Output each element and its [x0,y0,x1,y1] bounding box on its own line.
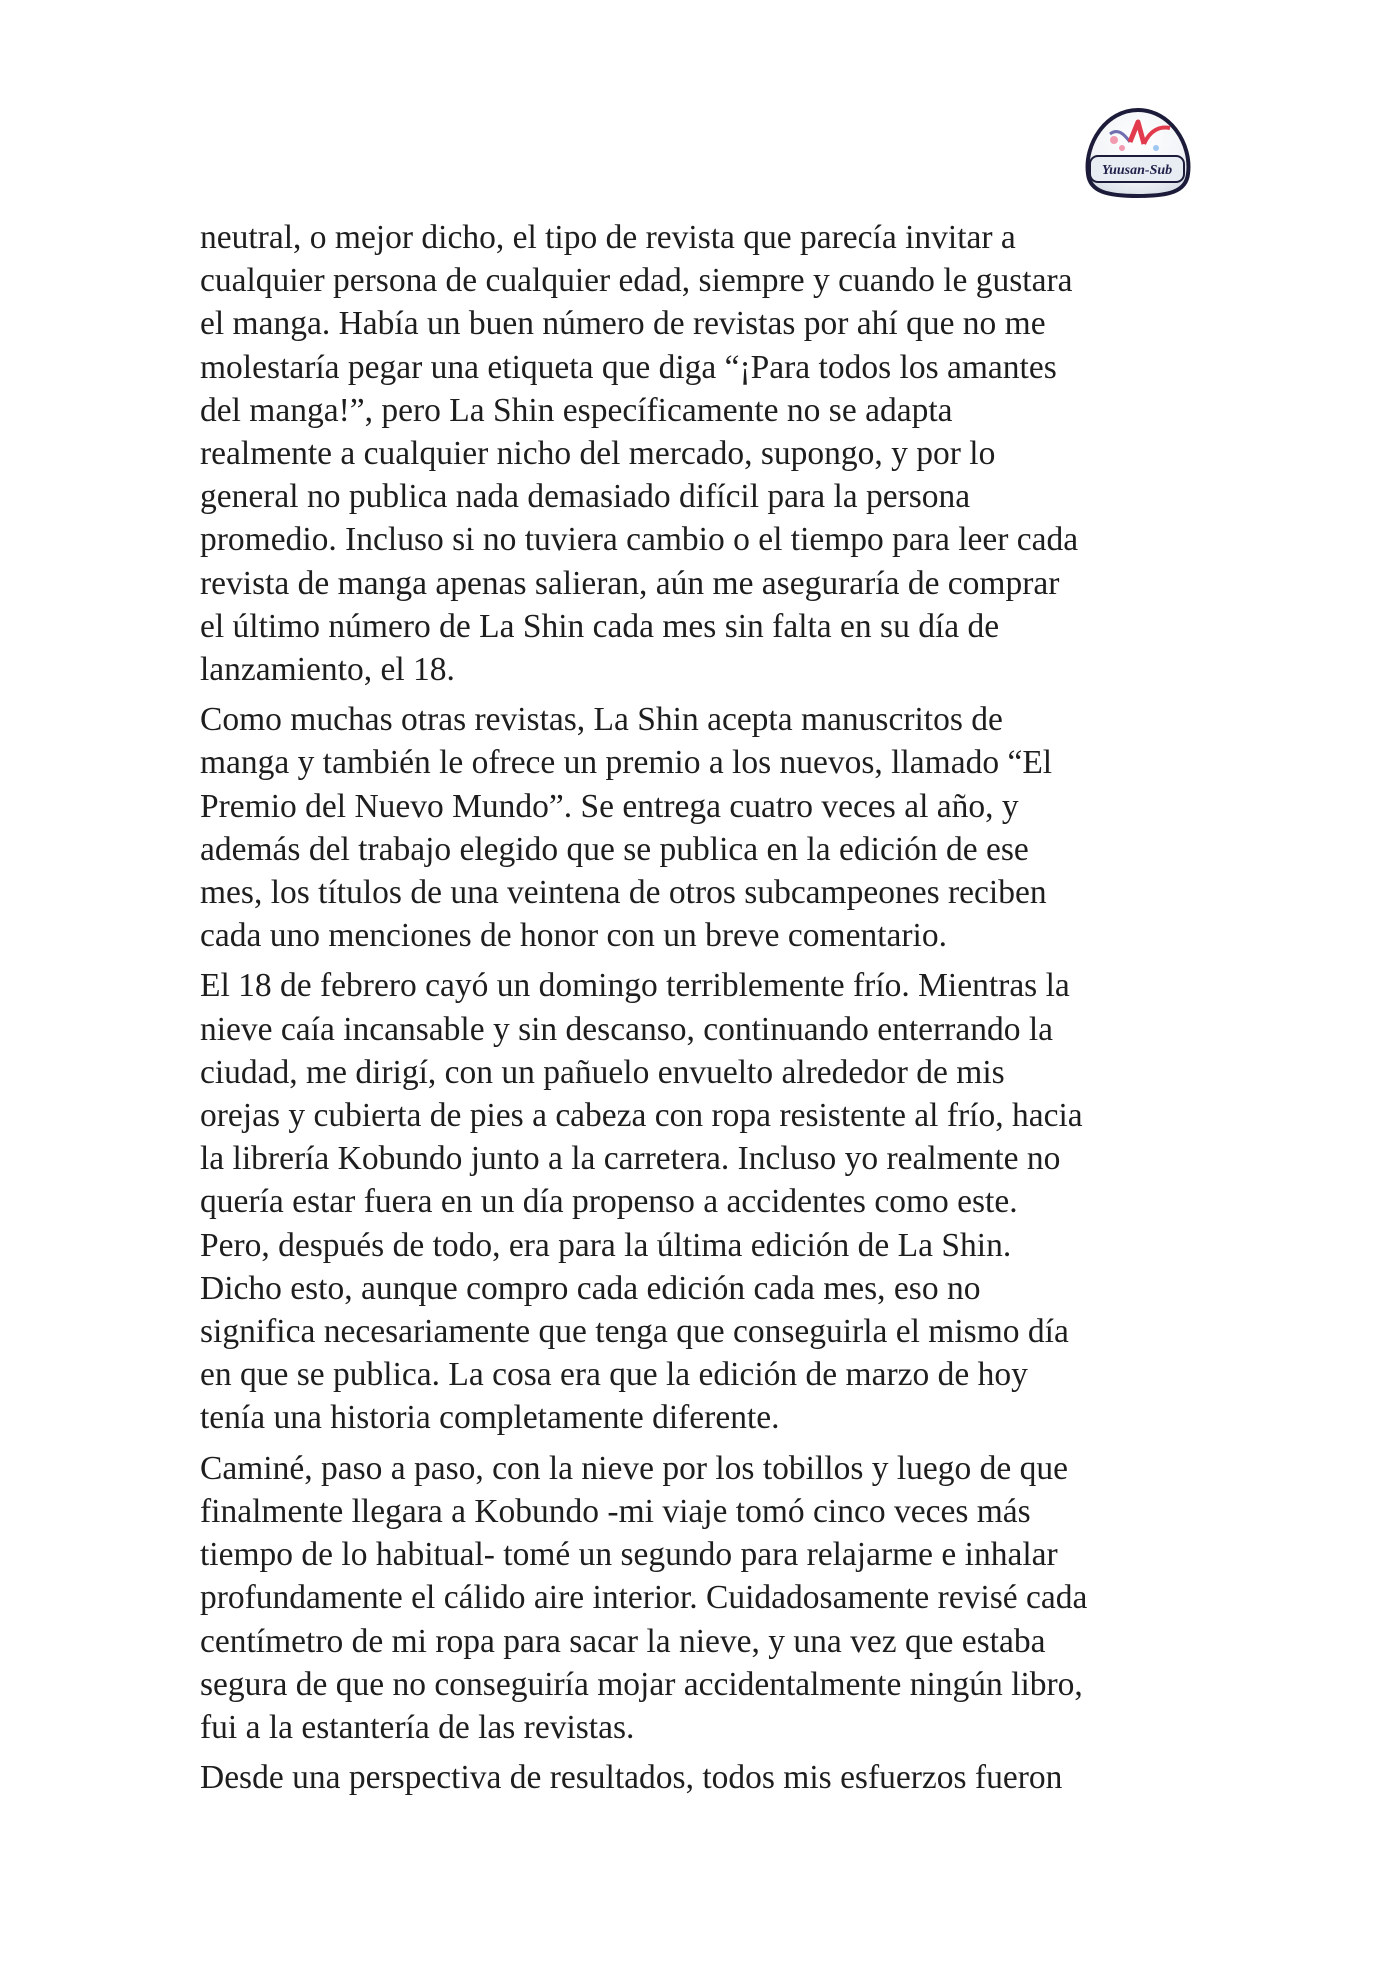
text-line: segura de que no conseguiría mojar accidentalmente ningún libro, [200,1665,1083,1703]
text-line: Dicho esto, aunque compro cada edición cada mes, eso no [200,1269,981,1307]
text-line: molestaría pegar una etiqueta que diga “¡Para todos los amantes [200,348,1057,386]
text-line: lanzamiento, el 18. [200,651,455,689]
paragraph-4 [200,1447,1210,1749]
text-line: Como muchas otras revistas, La Shin acepta manuscritos de [200,701,1003,739]
text-line: el último número de La Shin cada mes sin falta en su día de [200,607,1000,645]
text-line: la librería Kobundo junto a la carretera. Incluso yo realmente no [200,1140,1061,1178]
paragraph-5 [200,1756,1210,1799]
text-line: quería estar fuera en un día propenso a accidentes como este. [200,1183,1018,1221]
text-line: general no publica nada demasiado difícil para la persona [200,478,971,516]
text-line: tenía una historia completamente diferente. [200,1399,780,1437]
text-line: revista de manga apenas salieran, aún me aseguraría de comprar [200,564,1060,602]
text-line: mes, los títulos de una veintena de otros subcampeones reciben [200,874,1047,912]
text-line: tiempo de lo habitual- tomé un segundo para relajarme e inhalar [200,1536,1058,1574]
text-line: cada uno menciones de honor con un breve comentario. [200,917,947,955]
text-line: además del trabajo elegido que se publica en la edición de ese [200,830,1029,868]
text-line: manga y también le ofrece un premio a los nuevos, llamado “El [200,744,1053,782]
text-line: centímetro de mi ropa para sacar la nieve, y una vez que estaba [200,1622,1046,1660]
paragraph-3 [200,964,1210,1439]
text-line: fui a la estantería de las revistas. [200,1708,635,1746]
text-line: realmente a cualquier nicho del mercado, supongo, y por lo [200,435,996,473]
paragraph-1 [200,216,1210,691]
text-line: en que se publica. La cosa era que la edición de marzo de hoy [200,1356,1028,1394]
text-line: ciudad, me dirigí, con un pañuelo envuelto alrededor de mis [200,1053,1005,1091]
text-line: significa necesariamente que tenga que conseguirla el mismo día [200,1313,1069,1351]
text-line: orejas y cubierta de pies a cabeza con ropa resistente al frío, hacia [200,1097,1083,1135]
logo-badge-icon [1078,104,1196,200]
text-line: finalmente llegara a Kobundo -mi viaje tomó cinco veces más [200,1492,1031,1530]
text-line: El 18 de febrero cayó un domingo terriblemente frío. Mientras la [200,967,1070,1005]
yuusan-sub-logo [1078,104,1196,200]
text-line: el manga. Había un buen número de revistas por ahí que no me [200,305,1046,343]
text-line: del manga!”, pero La Shin específicamente no se adapta [200,391,953,429]
text-line: promedio. Incluso si no tuviera cambio o el tiempo para leer cada [200,521,1079,559]
text-line: cualquier persona de cualquier edad, siempre y cuando le gustara [200,262,1073,300]
text-line: neutral, o mejor dicho, el tipo de revista que parecía invitar a [200,219,1016,256]
text-line: profundamente el cálido aire interior. Cuidadosamente revisé cada [200,1579,1088,1617]
text-line: Caminé, paso a paso, con la nieve por los tobillos y luego de que [200,1449,1069,1487]
text-line: Desde una perspectiva de resultados, todos mis esfuerzos fueron [200,1759,1063,1797]
text-line: Pero, después de todo, era para la última edición de La Shin. [200,1226,1012,1264]
text-line: nieve caía incansable y sin descanso, continuando enterrando la [200,1010,1053,1048]
paragraph-2 [200,698,1210,957]
text-line: Premio del Nuevo Mundo”. Se entrega cuatro veces al año, y [200,787,1019,825]
logo-text: Yuusan-Sub [1101,163,1173,178]
document-body [200,216,1210,1806]
